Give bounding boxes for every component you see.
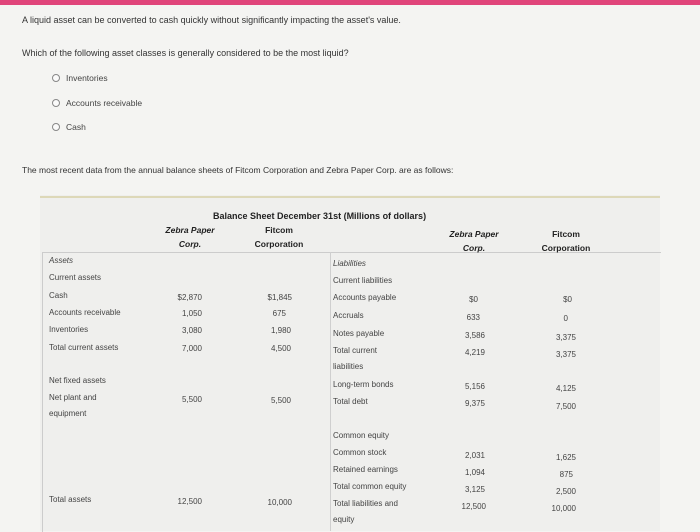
assets-title: Assets — [49, 256, 74, 265]
row-label-tca: Total current assets — [49, 343, 119, 352]
inv-fitcom: 1,980 — [270, 326, 291, 335]
sheet-caption: Balance Sheet December 31st (Millions of dollars) — [213, 211, 427, 221]
plant-label-2: equipment — [49, 409, 87, 418]
accruals-fitcom: 0 — [563, 314, 568, 323]
current-assets-label: Current assets — [49, 273, 102, 282]
plant-zebra: 5,500 — [181, 395, 202, 404]
header-line: Zebra Paper — [449, 229, 499, 239]
common-equity-label: Common equity — [333, 431, 390, 440]
header-line: Zebra Paper — [165, 225, 215, 235]
current-liabilities-label: Current liabilities — [333, 276, 393, 285]
question-text: Which of the following asset classes is generally considered to be the most liquid? — [22, 48, 349, 58]
accruals-zebra: 633 — [466, 313, 480, 322]
radio-icon[interactable] — [52, 99, 60, 107]
net-fixed-assets-label: Net fixed assets — [49, 376, 106, 385]
ltb-label: Long-term bonds — [333, 380, 394, 389]
tle-label-1: Total liabilities and — [333, 499, 398, 508]
sheet-top-rule — [40, 196, 660, 198]
total-assets-label: Total assets — [49, 495, 92, 504]
tca-zebra: 7,000 — [181, 344, 202, 353]
row-label-ar: Accounts receivable — [49, 308, 121, 317]
liabilities-title: Liabilities — [333, 259, 366, 268]
cash-zebra: $2,870 — [177, 293, 202, 302]
row-label-common-stock: Common stock — [333, 448, 387, 457]
data-intro: The most recent data from the annual balance sheets of Fitcom Corporation and Zebra Paper Corp. are as follows: — [22, 165, 454, 175]
option-label: Inventories — [66, 73, 108, 83]
tce-fitcom: 2,500 — [555, 487, 576, 496]
radio-icon[interactable] — [52, 74, 60, 82]
tle-fitcom: 10,000 — [551, 504, 576, 513]
row-label-accruals: Accruals — [333, 311, 364, 320]
cs-fitcom: 1,625 — [555, 453, 576, 462]
col-header-zebra-right — [438, 227, 510, 255]
debt-fitcom: 7,500 — [555, 402, 576, 411]
tce-zebra: 3,125 — [464, 485, 485, 494]
tcl-fitcom: 3,375 — [555, 350, 576, 359]
ap-zebra: $0 — [469, 295, 478, 304]
radio-icon[interactable] — [52, 123, 60, 131]
header-line: Corp. — [462, 243, 486, 253]
ap-fitcom: $0 — [563, 295, 572, 304]
plant-fitcom: 5,500 — [270, 396, 291, 405]
tcl-label-2: liabilities — [333, 362, 364, 371]
row-label-ap: Accounts payable — [333, 293, 397, 302]
tle-zebra: 12,500 — [461, 502, 486, 511]
col-header-fitcom-right — [530, 227, 602, 255]
header-line: Fitcom — [552, 229, 580, 239]
debt-zebra: 9,375 — [464, 399, 485, 408]
tcl-zebra: 4,219 — [464, 348, 485, 357]
notes-fitcom: 3,375 — [555, 333, 576, 342]
row-label-tce: Total common equity — [333, 482, 407, 491]
plant-label-1: Net plant and — [49, 393, 97, 402]
row-label-retained: Retained earnings — [333, 465, 398, 474]
header-line: Corp. — [178, 239, 202, 249]
re-fitcom: 875 — [559, 470, 573, 479]
cash-fitcom: $1,845 — [267, 293, 292, 302]
accent-bar — [0, 0, 700, 5]
ltb-zebra: 5,156 — [464, 382, 485, 391]
header-line: Corporation — [254, 239, 304, 249]
option-label: Accounts receivable — [66, 98, 143, 108]
tca-fitcom: 4,500 — [270, 344, 291, 353]
tle-label-2: equity — [333, 515, 355, 524]
header-line: Fitcom — [265, 225, 293, 235]
liquid-asset-intro: A liquid asset can be converted to cash quickly without significantly impacting the asset's value. — [22, 15, 401, 25]
re-zebra: 1,094 — [464, 468, 485, 477]
row-label-cash: Cash — [49, 291, 68, 300]
ar-fitcom: 675 — [272, 309, 286, 318]
notes-zebra: 3,586 — [464, 331, 485, 340]
cs-zebra: 2,031 — [464, 451, 485, 460]
option-inventories[interactable] — [52, 73, 108, 83]
ar-zebra: 1,050 — [181, 309, 202, 318]
option-accounts-receivable[interactable] — [52, 98, 142, 108]
option-label: Cash — [66, 122, 86, 132]
total-assets-fitcom: 10,000 — [267, 498, 292, 507]
header-line: Corporation — [541, 243, 591, 253]
col-header-zebra-left — [155, 223, 225, 251]
ltb-fitcom: 4,125 — [555, 384, 576, 393]
option-cash[interactable] — [52, 122, 86, 132]
tcl-label-1: Total current — [333, 346, 378, 355]
debt-label: Total debt — [333, 397, 368, 406]
divider — [330, 252, 331, 531]
row-label-inventories: Inventories — [49, 325, 89, 334]
row-label-notes: Notes payable — [333, 329, 385, 338]
inv-zebra: 3,080 — [181, 326, 202, 335]
total-assets-zebra: 12,500 — [177, 497, 202, 506]
col-header-fitcom-left — [243, 223, 315, 251]
